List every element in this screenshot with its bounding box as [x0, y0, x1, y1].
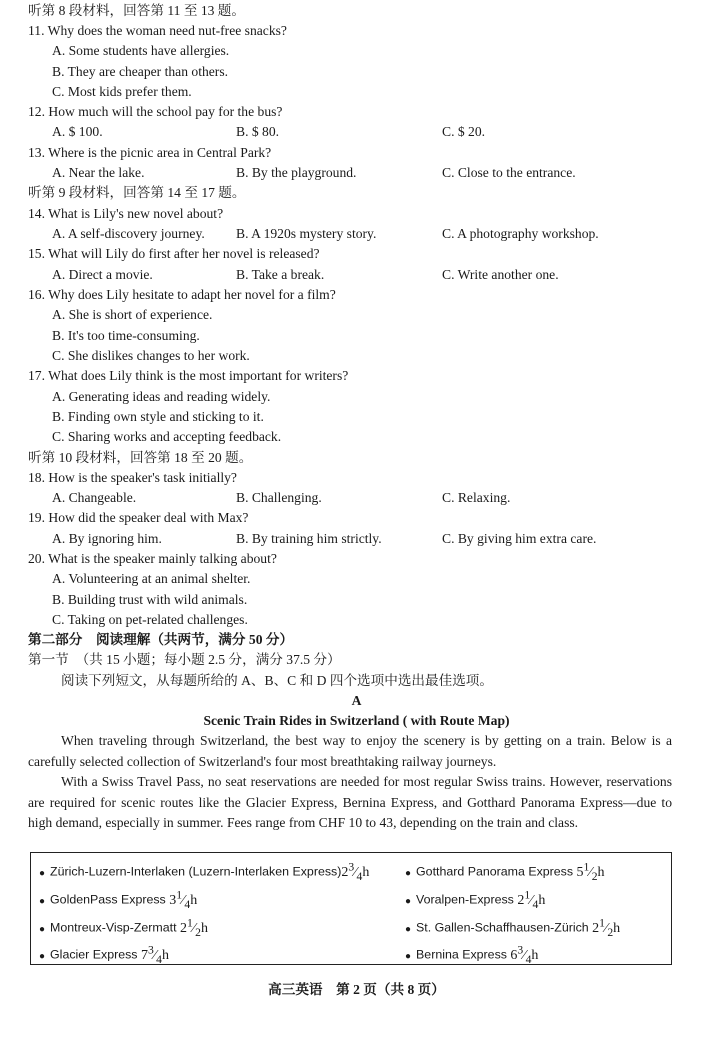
q12-option-b: B. $ 80.	[236, 124, 280, 139]
section-1-heading: 第一节 （共 15 小题；每小题 2.5 分，满分 37.5 分）	[28, 652, 341, 667]
question-17: 17. What does Lily think is the most important for writers?	[28, 368, 349, 383]
reading-instruction: 阅读下列短文，从每题所给的 A、B、C 和 D 四个选项中选出最佳选项。	[61, 673, 493, 688]
q17-option-b: B. Finding own style and sticking to it.	[52, 409, 264, 424]
passage-title: Scenic Train Rides in Switzerland ( with Route Map)	[203, 713, 510, 728]
route-item: ● Glacier Express $7^3⁄_4h$	[39, 943, 169, 966]
question-16: 16. Why does Lily hesitate to adapt her novel for a film?	[28, 287, 336, 302]
route-item: ● St. Gallen-Schaffhausen-Zürich $2^1⁄_2h$	[405, 916, 621, 939]
passage-paragraph-2: With a Swiss Travel Pass, no seat reservations are needed for most regular Swiss trains. However, reservations are required for scenic routes like the Glacier Express, Bernina Express, and Gotthard Panorama Express—due to high demand, especially in summer. Fees range from CHF 10 to 43, depending on the train and class.	[28, 774, 672, 830]
q13-option-c: C. Close to the entrance.	[442, 165, 576, 180]
q17-option-a: A. Generating ideas and reading widely.	[52, 389, 271, 404]
question-13: 13. Where is the picnic area in Central Park?	[28, 145, 272, 160]
question-12: 12. How much will the school pay for the bus?	[28, 104, 283, 119]
page-footer: 高三英语 第 2 页（共 8 页）	[268, 982, 445, 997]
question-11: 11. Why does the woman need nut-free snacks?	[28, 23, 287, 38]
part-2-heading: 第二部分 阅读理解（共两节，满分 50 分）	[28, 632, 294, 647]
bullet-icon: ●	[405, 895, 412, 907]
q20-option-b: B. Building trust with wild animals.	[52, 592, 248, 607]
q19-option-a: A. By ignoring him.	[52, 531, 162, 546]
q14-option-a: A. A self-discovery journey.	[52, 226, 205, 241]
route-item: ● Voralpen-Express $2^1⁄_4h$	[405, 888, 546, 911]
q20-option-a: A. Volunteering at an animal shelter.	[52, 571, 251, 586]
q16-option-c: C. She dislikes changes to her work.	[52, 348, 250, 363]
section-8-intro: 听第 8 段材料，回答第 11 至 13 题。	[28, 3, 245, 18]
q11-option-b: B. They are cheaper than others.	[52, 64, 229, 79]
passage-paragraph-1: When traveling through Switzerland, the best way to enjoy the scenery is by getting on a train. Below is a carefully selected collection of Switzerland's four most breathtaking railway journeys.	[28, 733, 672, 769]
q13-option-a: A. Near the lake.	[52, 165, 145, 180]
bullet-icon: ●	[39, 950, 46, 962]
question-18: 18. How is the speaker's task initially?	[28, 470, 237, 485]
q12-option-c: C. $ 20.	[442, 124, 486, 139]
q16-option-a: A. She is short of experience.	[52, 307, 213, 322]
bullet-icon: ●	[39, 867, 46, 879]
question-15: 15. What will Lily do first after her novel is released?	[28, 246, 320, 261]
q19-option-b: B. By training him strictly.	[236, 531, 382, 546]
q11-option-a: A. Some students have allergies.	[52, 43, 230, 58]
q15-option-a: A. Direct a movie.	[52, 267, 153, 282]
bullet-icon: ●	[405, 923, 412, 935]
bullet-icon: ●	[405, 950, 412, 962]
bullet-icon: ●	[39, 923, 46, 935]
q18-option-b: B. Challenging.	[236, 490, 322, 505]
q13-option-b: B. By the playground.	[236, 165, 357, 180]
route-item: ● Montreux-Visp-Zermatt $2^1⁄_2h$	[39, 916, 208, 939]
q16-option-b: B. It's too time-consuming.	[52, 328, 200, 343]
route-item: ● Gotthard Panorama Express $5^1⁄_2h$	[405, 860, 605, 883]
passage-letter: A	[351, 693, 362, 708]
q12-option-a: A. $ 100.	[52, 124, 103, 139]
q14-option-b: B. A 1920s mystery story.	[236, 226, 377, 241]
q15-option-c: C. Write another one.	[442, 267, 559, 282]
section-10-intro: 听第 10 段材料，回答第 18 至 20 题。	[28, 450, 253, 465]
route-item: ● Zürich-Luzern-Interlaken (Luzern-Interlaken $Express)2^3⁄_4h$	[39, 860, 370, 883]
route-table	[30, 852, 672, 965]
route-item: ● Bernina Express $6^3⁄_4h$	[405, 943, 539, 966]
q15-option-b: B. Take a break.	[236, 267, 325, 282]
q11-option-c: C. Most kids prefer them.	[52, 84, 192, 99]
q18-option-c: C. Relaxing.	[442, 490, 511, 505]
passage-body	[28, 731, 672, 834]
section-9-intro: 听第 9 段材料，回答第 14 至 17 题。	[28, 185, 246, 200]
q17-option-c: C. Sharing works and accepting feedback.	[52, 429, 282, 444]
question-19: 19. How did the speaker deal with Max?	[28, 510, 249, 525]
bullet-icon: ●	[39, 895, 46, 907]
q19-option-c: C. By giving him extra care.	[442, 531, 597, 546]
q18-option-a: A. Changeable.	[52, 490, 137, 505]
q14-option-c: C. A photography workshop.	[442, 226, 599, 241]
question-14: 14. What is Lily's new novel about?	[28, 206, 224, 221]
route-item: ● GoldenPass Express $3^1⁄_4h$	[39, 888, 198, 911]
bullet-icon: ●	[405, 867, 412, 879]
q20-option-c: C. Taking on pet-related challenges.	[52, 612, 248, 627]
question-20: 20. What is the speaker mainly talking about?	[28, 551, 277, 566]
